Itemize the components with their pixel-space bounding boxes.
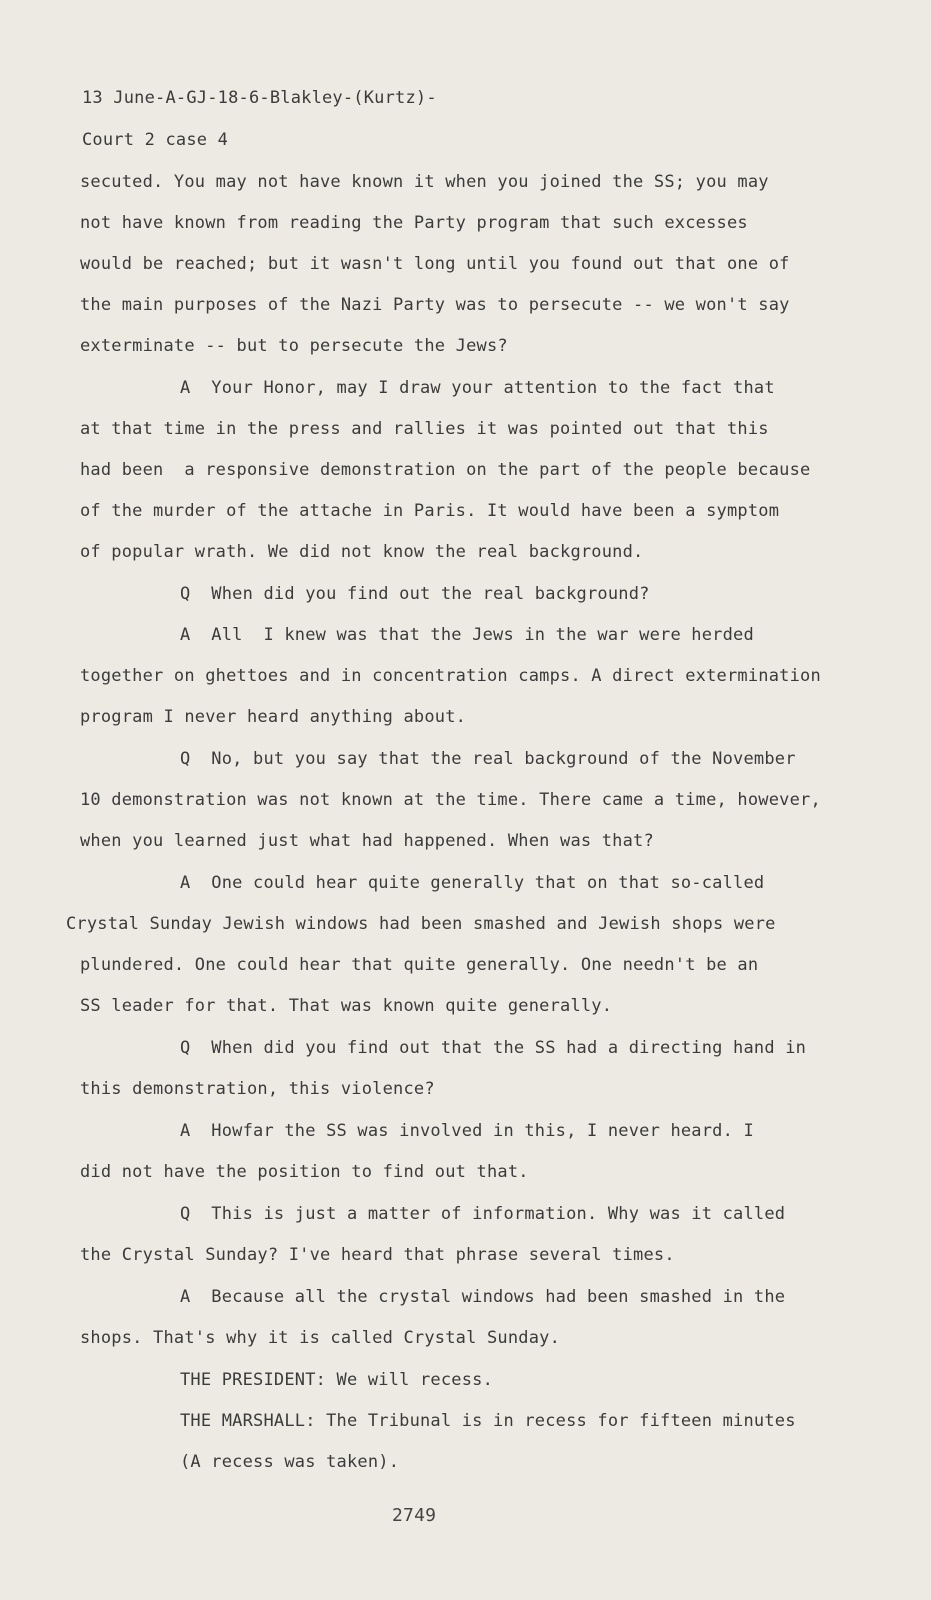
body-line: of the murder of the attache in Paris. It would have been a symptom	[80, 501, 780, 521]
body-line: this demonstration, this violence?	[80, 1079, 435, 1099]
body-line: at that time in the press and rallies it was pointed out that this	[80, 419, 769, 439]
body-line: (A recess was taken).	[180, 1452, 400, 1472]
body-line: had been a responsive demonstration on the part of the people because	[80, 460, 811, 480]
body-line: Crystal Sunday Jewish windows had been smashed and Jewish shops were	[66, 914, 776, 934]
page-number: 2749	[392, 1505, 437, 1526]
body-line: exterminate -- but to persecute the Jews?	[80, 336, 508, 356]
body-line: A One could hear quite generally that on that so-called	[180, 873, 765, 893]
header-line-1: 13 June-A-GJ-18-6-Blakley-(Kurtz)-	[82, 88, 437, 108]
body-line: Q When did you find out the real background?	[180, 584, 650, 604]
body-line: the main purposes of the Nazi Party was to persecute -- we won't say	[80, 295, 790, 315]
body-line: when you learned just what had happened. When was that?	[80, 831, 654, 851]
body-line: A Your Honor, may I draw your attention to the fact that	[180, 378, 775, 398]
body-line: shops. That's why it is called Crystal Sunday.	[80, 1328, 561, 1348]
body-line: 10 demonstration was not known at the time. There came a time, however,	[80, 790, 821, 810]
body-line: Q When did you find out that the SS had a directing hand in	[180, 1038, 807, 1058]
body-line: A Because all the crystal windows had been smashed in the	[180, 1287, 786, 1307]
body-line: A Howfar the SS was involved in this, I never heard. I	[180, 1121, 754, 1141]
header-line-2: Court 2 case 4	[82, 130, 229, 150]
body-line: of popular wrath. We did not know the real background.	[80, 542, 644, 562]
body-line: program I never heard anything about.	[80, 707, 467, 727]
body-line: not have known from reading the Party program that such excesses	[80, 213, 748, 233]
body-line: A All I knew was that the Jews in the war were herded	[180, 625, 754, 645]
body-line: THE PRESIDENT: We will recess.	[180, 1370, 494, 1390]
body-line: Q This is just a matter of information. Why was it called	[180, 1204, 786, 1224]
body-line: together on ghettoes and in concentration camps. A direct extermination	[80, 666, 821, 686]
body-line: THE MARSHALL: The Tribunal is in recess for fifteen minutes	[180, 1411, 796, 1431]
body-line: plundered. One could hear that quite generally. One needn't be an	[80, 955, 759, 975]
body-line: the Crystal Sunday? I've heard that phrase several times.	[80, 1245, 675, 1265]
body-line: would be reached; but it wasn't long until you found out that one of	[80, 254, 790, 274]
body-line: Q No, but you say that the real background of the November	[180, 749, 796, 769]
body-line: SS leader for that. That was known quite generally.	[80, 996, 613, 1016]
body-line: secuted. You may not have known it when you joined the SS; you may	[80, 172, 769, 192]
body-line: did not have the position to find out that.	[80, 1162, 529, 1182]
